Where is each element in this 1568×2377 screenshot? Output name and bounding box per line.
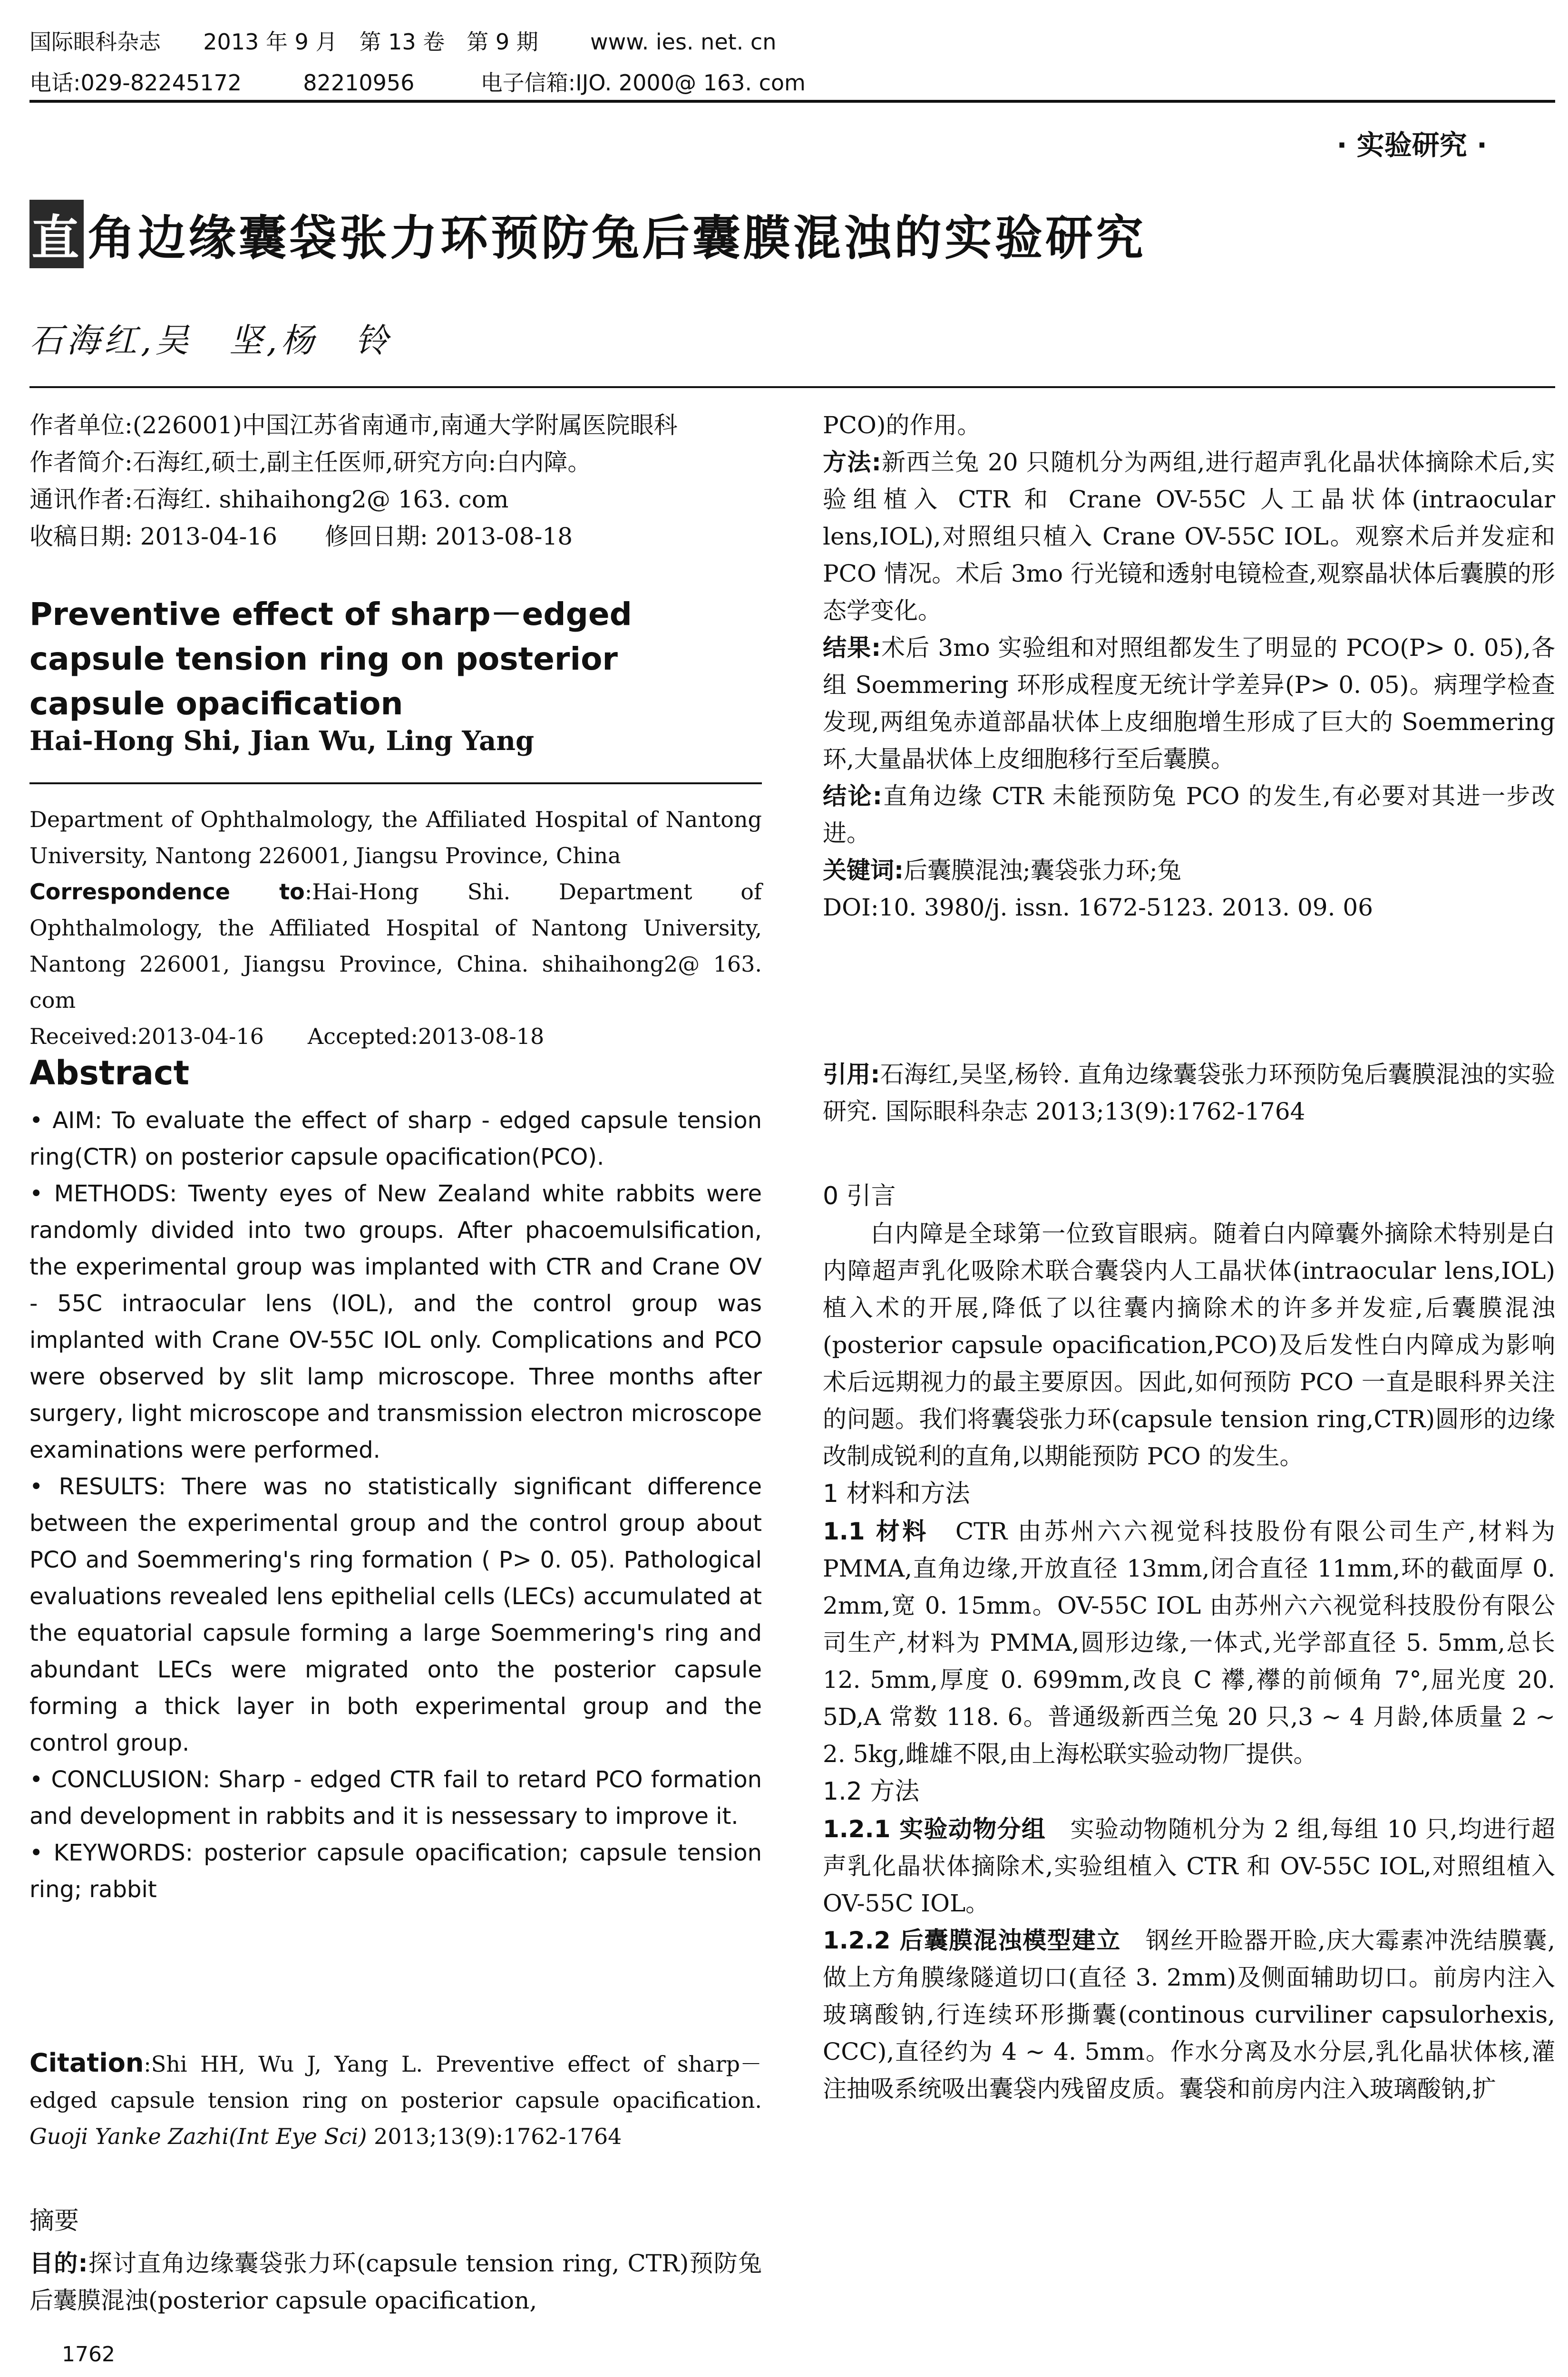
email: 电子信箱:IJO. 2000@ 163. com [480,70,806,96]
citation-journal: Guoji Yanke Zazhi(Int Eye Sci) [29,2124,367,2149]
abstract-heading: Abstract [29,1053,190,1092]
zh-cite-label: 引用: [823,1061,880,1088]
english-title: Preventive effect of sharp－edged capsule tension ring on posterior capsule opacification [29,596,632,722]
s121-label: 1.2.1 实验动物分组 [823,1815,1046,1843]
abstract-body [29,1102,762,1908]
correspondence-label: Correspondence to [29,879,305,905]
website: www. ies. net. cn [590,29,777,55]
issue-info: 2013 年 9 月 第 13 卷 第 9 期 [203,29,538,55]
journal-name: 国际眼科杂志 [29,29,161,55]
zh-methods-text: 新西兰兔 20 只随机分为两组,进行超声乳化晶状体摘除术后,实验组植入 CTR 和 Crane OV-55C 人工晶状体(intraocular lens,IOL),对照组只植入 Crane OV-55C IOL。观察术后并发症和 PCO 情况。术后 3mo 行光镜和透射电镜检查,观察晶状体后囊膜的形态学变化。 [823,448,1555,624]
abstract-keywords: • KEYWORDS: posterior capsule opacification; capsule tension ring; rabbit [29,1840,762,1903]
intro-heading: 0 引言 [823,1182,896,1210]
department: Department of Ophthalmology, the Affiliated Hospital of Nantong University, Nantong 226001, Jiangsu Province, China [29,807,762,868]
correspondence-text: :Hai-Hong Shi. Department of Ophthalmology, the Affiliated Hospital of Nantong University, Nantong 226001, Jiangsu Province, China. shihaihong2@ 163. com [29,879,762,1013]
article-title [29,200,1528,268]
title-rest: 角边缘囊袋张力环预防兔后囊膜混浊的实验研究 [88,210,1146,266]
abstract-methods: • METHODS: Twenty eyes of New Zealand white rabbits were randomly divided into two groups. After phacoemulsification, the experimental group was implanted with CTR and Crane OV - 55C intraocular lens (IOL), and the control group was implanted with Crane OV-55C IOL only. Complications and PCO were observed by slit lamp microscope. Three months after surgery, light microscope and transmission electron microscope examinations were performed. [29,1180,762,1463]
s11-label: 1.1 材料 [823,1518,929,1545]
abstract-results: • RESULTS: There was no statistically significant difference between the experimental group and the control group about PCO and Soemmering's ring formation ( P> 0. 05). Pathological evaluations revealed lens epithelial cells (LECs) accumulated at the equatorial capsule forming a large Soemmering's ring and abundant LECs were migrated onto the posterior capsule forming a thick layer in both experimental group and the control group. [29,1473,762,1756]
phone: 电话:029-82245172 [29,70,242,96]
page-number: 1762 [62,2342,115,2367]
english-affiliation-block [29,801,762,1054]
doi: DOI:10. 3980/j. issn. 1672-5123. 2013. 09. 06 [823,894,1373,921]
affiliation-line: 作者单位:(226001)中国江苏省南通市,南通大学附属医院眼科 [29,411,678,439]
intro-text: 白内障是全球第一位致盲眼病。随着白内障囊外摘除术特别是白内障超声乳化吸除术联合囊袋内人工晶状体(intraocular lens,IOL)植入术的开展,降低了以往囊内摘除术的许多并发症,后囊膜混浊(posterior capsule opacification,PCO)及后发性白内障成为影响术后远期视力的最主要原因。因此,如何预防 PCO 一直是眼科界关注的问题。我们将囊袋张力环(capsule tension ring,CTR)圆形的边缘改制成锐利的直角,以期能预防 PCO 的发生。 [823,1220,1555,1470]
intro-section [823,1177,1555,2107]
methods-heading: 1 材料和方法 [823,1480,970,1508]
abstract-conclusion: • CONCLUSION: Sharp - edged CTR fail to retard PCO formation and development in rabbits and it is nessessary to improve it. [29,1766,762,1830]
citation-block [29,2045,762,2154]
zh-aim-text: 探讨直角边缘囊袋张力环(capsule tension ring, CTR)预防兔后囊膜混浊(posterior capsule opacification, [29,2250,762,2314]
zh-conclusion-text: 直角边缘 CTR 未能预防兔 PCO 的发生,有必要对其进一步改进。 [823,782,1555,847]
citation-text: :Shi HH, Wu J, Yang L. Preventive effect of sharp－edged capsule tension ring on posterior capsule opacification. [29,2051,762,2113]
section-tag: · 实验研究 · [1336,129,1487,161]
author-intro: 作者简介:石海红,硕士,副主任医师,研究方向:白内障。 [29,448,592,476]
english-authors: Hai-Hong Shi, Jian Wu, Ling Yang [29,725,535,757]
s11-text: CTR 由苏州六六视觉科技股份有限公司生产,材料为 PMMA,直角边缘,开放直径 13mm,闭合直径 11mm,环的截面厚 0. 2mm,宽 0. 15mm。OV-55C IOL 由苏州六六视觉科技股份有限公司生产,材料为 PMMA,圆形边缘,一体式,光学部直径 5. 5mm,总长 12. 5mm,厚度 0. 699mm,改良 C 襻,襻的前倾角 7°,屈光度 20. 5D,A 常数 118. 6。普通级新西兰兔 20 只,3 ~ 4 月龄,体质量 2 ~ 2. 5kg,雌雄不限,由上海松联实验动物厂提供。 [823,1518,1555,1768]
citation-label: Citation [29,2048,144,2078]
received-dates: Received:2013-04-16 Accepted:2013-08-18 [29,1023,545,1049]
zh-results-text: 术后 3mo 实验组和对照组都发生了明显的 PCO(P> 0. 05),各组 Soemmering 环形成程度无统计学差异(P> 0. 05)。病理学检查发现,两组兔赤道部晶状体上皮细胞增生形成了巨大的 Soemmering 环,大量晶状体上皮细胞移行至后囊膜。 [823,634,1555,773]
zh-methods-label: 方法: [823,448,881,476]
zh-citation-block [823,1056,1555,1130]
zh-conclusion-label: 结论: [823,782,882,810]
zh-aim-block [29,2245,762,2319]
header-rule [29,100,1555,103]
s12-heading: 1.2 方法 [823,1777,920,1806]
zh-abstract-body [823,407,1555,926]
correspondence [29,874,762,1018]
journal-header-line2 [29,66,806,97]
zh-results-label: 结果: [823,634,881,662]
zh-cite-text: 石海红,吴坚,杨铃. 直角边缘囊袋张力环预防兔后囊膜混浊的实验研究. 国际眼科杂志 2013;13(9):1762-1764 [823,1061,1555,1125]
zh-aim-label: 目的: [29,2250,88,2277]
affiliation-block [29,407,762,555]
corresponding-author: 通讯作者:石海红. shihaihong2@ 163. com [29,486,509,513]
journal-header-line1 [29,25,776,56]
dates: 收稿日期: 2013-04-16 修回日期: 2013-08-18 [29,523,573,550]
title-first-char: 直 [29,200,84,268]
zh-aim-cont: PCO)的作用。 [823,411,981,439]
s121-text: 实验动物随机分为 2 组,每组 10 只,均进行超声乳化晶状体摘除术,实验组植入 CTR 和 OV-55C IOL,对照组植入 OV-55C IOL。 [823,1815,1556,1917]
english-rule [29,782,762,784]
title-rule [29,386,1555,388]
s122-label: 1.2.2 后囊膜混浊模型建立 [823,1927,1121,1954]
zh-abstract-heading: 摘要 [29,2207,79,2235]
zh-keywords-label: 关键词: [823,857,904,884]
citation-tail: 2013;13(9):1762-1764 [367,2124,622,2149]
authors-zh: 石海红,吴 坚,杨 铃 [29,321,392,360]
zh-keywords-text: 后囊膜混浊;囊袋张力环;兔 [904,857,1181,884]
s122-text: 钢丝开睑器开睑,庆大霉素冲洗结膜囊,做上方角膜缘隧道切口(直径 3. 2mm)及侧面辅助切口。前房内注入玻璃酸钠,行连续环形撕囊(continous curviliner capsulorhexis, CCC),直径约为 4 ~ 4. 5mm。作水分离及水分层,乳化晶状体核,灌注抽吸系统吸出囊袋内残留皮质。囊袋和前房内注入玻璃酸钠,扩 [823,1927,1556,2103]
abstract-aim: • AIM: To evaluate the effect of sharp - edged capsule tension ring(CTR) on posterior capsule opacification(PCO). [29,1107,762,1170]
phone2: 82210956 [303,70,415,96]
